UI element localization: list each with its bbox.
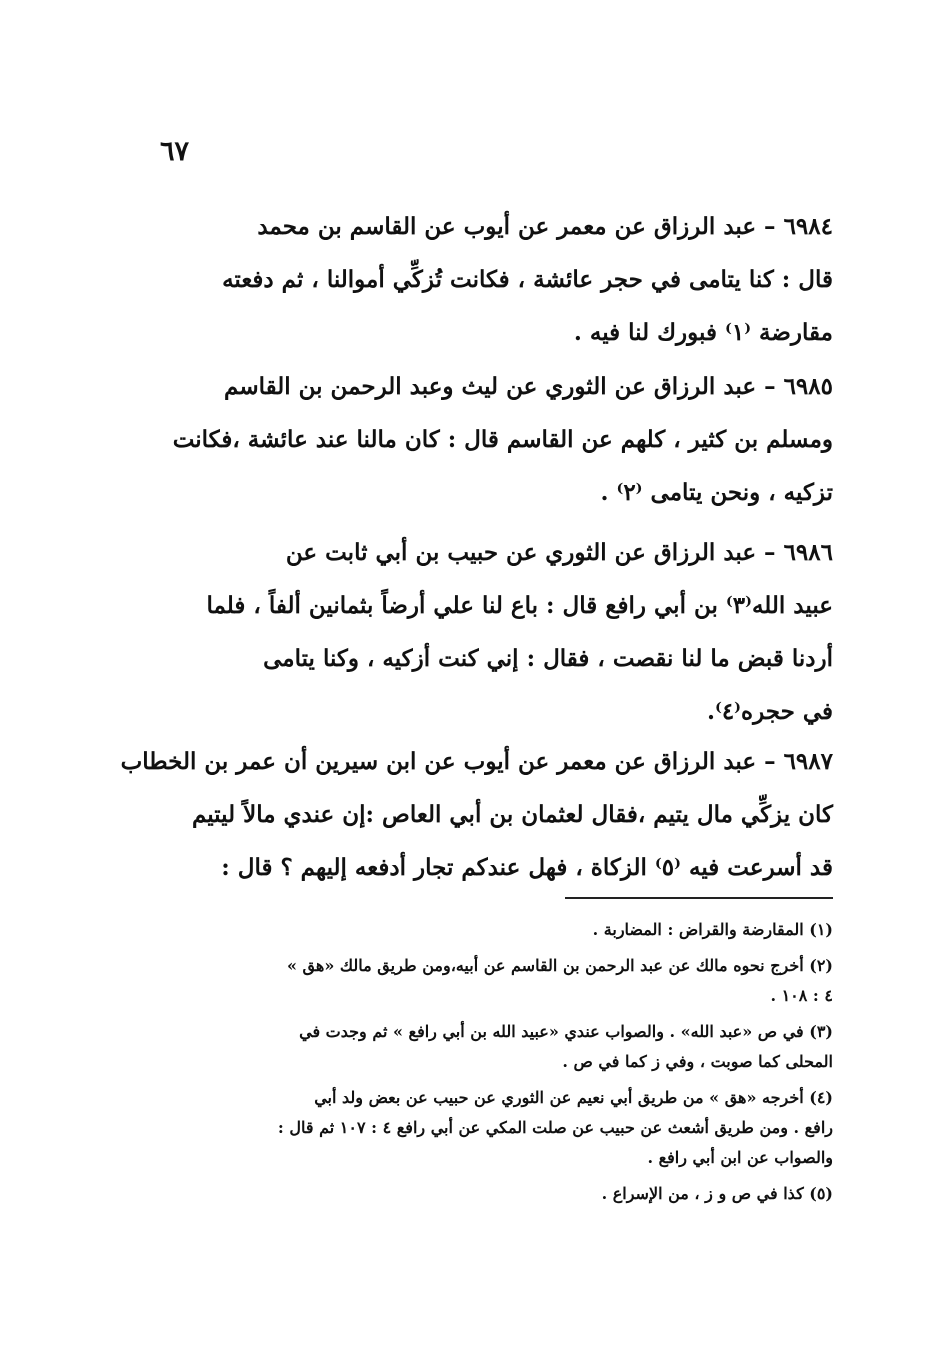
footnote-2	[163, 951, 833, 1011]
text-line: مقارضة ⁽١⁾ فبورك لنا فيه .	[573, 319, 833, 346]
footnote-separator	[565, 897, 833, 899]
hadith-6984	[163, 200, 833, 359]
text-line: ٦٩٨٥ – عبد الرزاق عن الثوري عن ليث وعبد الرحمن بن القاسم	[224, 373, 833, 400]
text-line: ٦٩٨٦ – عبد الرزاق عن الثوري عن حبيب بن أبي ثابت عن	[285, 539, 833, 566]
footnote-5	[163, 1179, 833, 1209]
footnote-line: (٣) في ص «عبد الله» . والصواب عندي «عبيد الله بن أبي رافع » ثم وجدت في	[299, 1022, 833, 1041]
text-line: أردنا قبض ما لنا نقصت ، فقال : إني كنت أزكيه ، وكنا يتامى	[263, 645, 833, 672]
footnote-line: (٥) كذا في ص و ز ، من الإسراع .	[601, 1184, 833, 1203]
text-line: قد أسرعت فيه ⁽٥⁾ الزكاة ، فهل عندكم تجار أدفعه إليهم ؟ قال :	[221, 854, 833, 881]
text-line: في حجره⁽٤⁾.	[706, 698, 833, 725]
footnote-line: (١) المقارضة والقراض : المضاربة .	[592, 920, 833, 939]
footnote-line: المحلى كما صوبت ، وفي ز كما في ص .	[562, 1052, 833, 1071]
hadith-6986	[163, 526, 833, 738]
footnote-line: والصواب عن ابن أبي رافع .	[647, 1148, 833, 1167]
page-number: ٦٧	[160, 136, 190, 167]
footnote-1	[163, 915, 833, 945]
footnote-line: رافع . ومن طريق أشعث عن حبيب عن صلت المكي عن أبي رافع ٤ : ١٠٧ ثم قال :	[277, 1118, 833, 1137]
text-line: ومسلم بن كثير ، كلهم عن القاسم قال : كان مالنا عند عائشة ،فكانت	[172, 426, 833, 453]
footnote-line: ٤ : ١٠٨ .	[770, 986, 833, 1005]
hadith-6985	[163, 360, 833, 519]
footnote-line: (٤) أخرجه «هق » من طريق أبي نعيم عن الثوري عن حبيب عن بعض ولد أبي	[314, 1088, 833, 1107]
footnote-4	[163, 1083, 833, 1173]
text-line: كان يزكِّي مال يتيم ،فقال لعثمان بن أبي العاص :إن عندي مالاً ليتيم	[191, 801, 833, 828]
text-line: قال : كنا يتامى في حجر عائشة ، فكانت تُزكِّي أموالنا ، ثم دفعته	[222, 266, 833, 293]
text-line: ٦٩٨٧ – عبد الرزاق عن معمر عن أيوب عن ابن سيرين أن عمر بن الخطاب	[120, 748, 833, 775]
hadith-6987	[120, 735, 833, 894]
footnotes	[163, 915, 833, 1215]
text-line: تزكيه ، ونحن يتامى ⁽٢⁾ .	[600, 479, 833, 506]
footnote-3	[163, 1017, 833, 1077]
text-line: ٦٩٨٤ – عبد الرزاق عن معمر عن أيوب عن القاسم بن محمد	[257, 213, 833, 240]
footnote-line: (٢) أخرج نحوه مالك عن عبد الرحمن بن القاسم عن أبيه،ومن طريق مالك «هق »	[286, 956, 833, 975]
text-line: عبيد الله⁽٣⁾ بن أبي رافع قال : باع لنا علي أرضاً بثمانين ألفاً ، فلما	[206, 592, 833, 619]
